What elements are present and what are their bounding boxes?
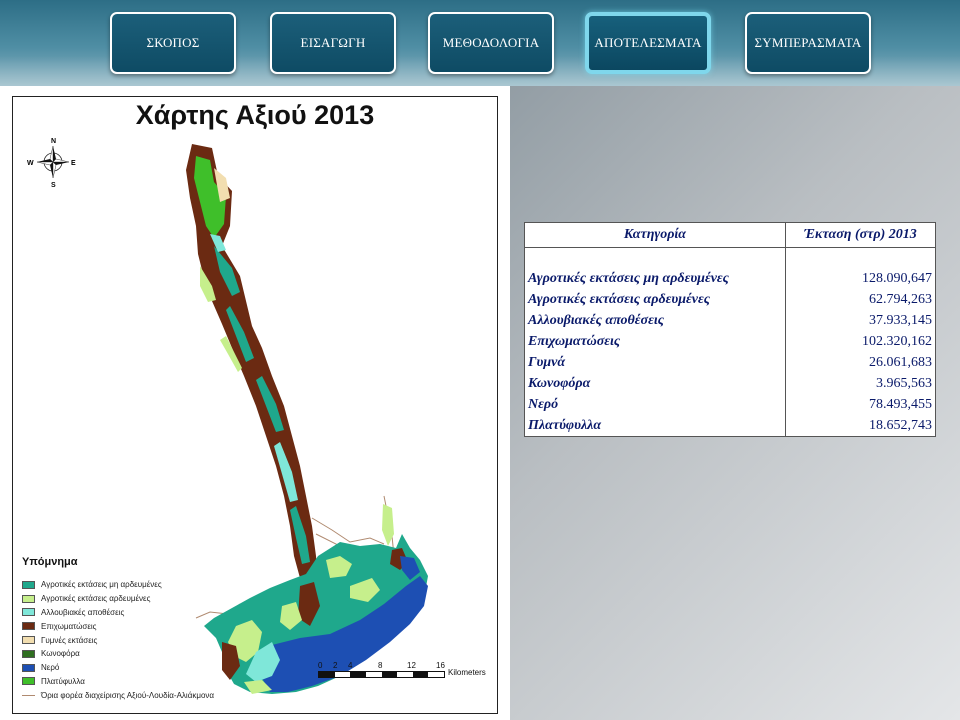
area-table xyxy=(524,222,936,437)
nav-button-skopos[interactable]: ΣΚΟΠΟΣ xyxy=(110,12,236,74)
scale-unit: Kilometers xyxy=(448,668,486,677)
nav-button-eisagogi[interactable]: ΕΙΣΑΓΩΓΗ xyxy=(270,12,396,74)
map-title: Χάρτης Αξιού 2013 xyxy=(135,100,375,130)
scale-tick: 0 xyxy=(318,661,323,670)
nav-button-apotelesmata[interactable]: ΑΠΟΤΕΛΕΣΜΑΤΑ xyxy=(585,12,711,74)
row-area: 37.933,145 xyxy=(785,310,935,331)
legend-label: Επιχωματώσεις xyxy=(41,621,97,631)
row-area: 3.965,563 xyxy=(785,373,935,394)
compass-s: S xyxy=(51,182,56,189)
table-row xyxy=(525,373,936,394)
row-category: Επιχωματώσεις xyxy=(525,331,786,352)
map-legend xyxy=(22,556,214,702)
row-category: Αγροτικές εκτάσεις αρδευμένες xyxy=(525,289,786,310)
legend-swatch xyxy=(22,608,35,616)
scale-tick: 4 xyxy=(348,661,353,670)
legend-swatch xyxy=(22,664,35,672)
legend-item xyxy=(22,647,214,661)
legend-label: Αγροτικές εκτάσεις μη αρδευμένες xyxy=(41,580,162,590)
row-area: 18.652,743 xyxy=(785,415,935,437)
table-row xyxy=(525,310,936,331)
compass-e: E xyxy=(71,160,76,167)
legend-item xyxy=(22,661,214,675)
legend-item xyxy=(22,633,214,647)
legend-label: Γυμνές εκτάσεις xyxy=(41,635,98,645)
navigation-bar xyxy=(0,12,960,78)
scale-tick: 2 xyxy=(333,661,338,670)
table-row xyxy=(525,394,936,415)
header-category: Κατηγορία xyxy=(525,223,786,248)
legend-swatch xyxy=(22,595,35,603)
compass-w: W xyxy=(27,160,34,167)
legend-title: Υπόμνημα xyxy=(22,556,78,568)
scale-bar-segments xyxy=(318,671,445,678)
table-row xyxy=(525,268,936,289)
scale-tick: 8 xyxy=(378,661,383,670)
scale-tick: 12 xyxy=(407,661,416,670)
compass-icon xyxy=(27,138,76,189)
legend-label: Κωνοφόρα xyxy=(41,649,80,659)
header-area: Έκταση (στρ) 2013 xyxy=(785,223,935,248)
nav-button-symperasmata[interactable]: ΣΥΜΠΕΡΑΣΜΑΤΑ xyxy=(745,12,871,74)
legend-label: Αγροτικές εκτάσεις αρδευμένες xyxy=(41,594,151,604)
row-area: 26.061,683 xyxy=(785,352,935,373)
row-category: Αλλουβιακές αποθέσεις xyxy=(525,310,786,331)
legend-swatch xyxy=(22,622,35,630)
legend-swatch-line xyxy=(22,695,35,696)
legend-item xyxy=(22,606,214,620)
legend-label: Αλλουβιακές αποθέσεις xyxy=(41,607,125,617)
legend-item xyxy=(22,675,214,689)
legend-label: Πλατύφυλλα xyxy=(41,676,85,686)
table-header-row xyxy=(525,223,936,248)
legend-item xyxy=(22,592,214,606)
row-category: Πλατύφυλλα xyxy=(525,415,786,437)
legend-item xyxy=(22,578,214,592)
legend-swatch xyxy=(22,650,35,658)
nav-button-methodologia[interactable]: ΜΕΘΟΔΟΛΟΓΙΑ xyxy=(428,12,554,74)
row-area: 102.320,162 xyxy=(785,331,935,352)
table-row xyxy=(525,415,936,437)
legend-swatch xyxy=(22,581,35,589)
compass-n: N xyxy=(51,138,57,145)
row-category: Γυμνά xyxy=(525,352,786,373)
map-panel xyxy=(0,86,510,720)
table-row xyxy=(525,331,936,352)
legend-label: Όρια φορέα διαχείρισης Αξιού-Λουδία-Αλιάκμονα xyxy=(41,690,215,700)
row-category: Κωνοφόρα xyxy=(525,373,786,394)
legend-swatch xyxy=(22,636,35,644)
legend-swatch xyxy=(22,677,35,685)
row-area: 78.493,455 xyxy=(785,394,935,415)
table-spacer-row xyxy=(525,248,936,269)
row-area: 62.794,263 xyxy=(785,289,935,310)
row-category: Νερό xyxy=(525,394,786,415)
legend-item xyxy=(22,688,214,702)
legend-label: Νερό xyxy=(41,663,60,673)
table-row xyxy=(525,289,936,310)
row-area: 128.090,647 xyxy=(785,268,935,289)
river-corridor xyxy=(186,144,318,578)
table-row xyxy=(525,352,936,373)
legend-item xyxy=(22,619,214,633)
scale-tick: 16 xyxy=(436,661,445,670)
row-category: Αγροτικές εκτάσεις μη αρδευμένες xyxy=(525,268,786,289)
